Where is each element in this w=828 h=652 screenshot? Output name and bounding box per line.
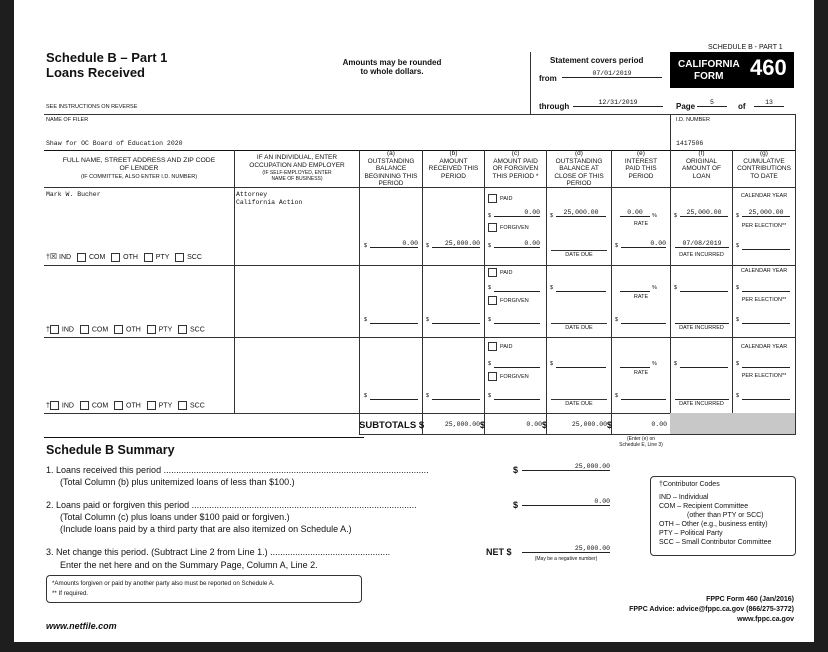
column-d-header: (d) OUTSTANDING BALANCE AT CLOSE OF THIS PERIOD bbox=[554, 150, 604, 187]
com-label: COM bbox=[91, 326, 109, 334]
paid-label: PAID bbox=[500, 195, 513, 202]
per-election-field[interactable] bbox=[742, 249, 790, 250]
calendar-year-field[interactable] bbox=[742, 367, 790, 368]
column-d-field[interactable] bbox=[556, 367, 606, 368]
forgiven-checkbox[interactable] bbox=[488, 372, 497, 381]
com-checkbox[interactable] bbox=[80, 401, 89, 410]
form-subtitle: Loans Received bbox=[46, 65, 145, 80]
dollar-sign: $ bbox=[736, 213, 740, 219]
lender-column-note: (IF COMMITTEE, ALSO ENTER I.D. NUMBER) bbox=[80, 174, 198, 180]
rate-label: RATE bbox=[633, 221, 649, 227]
total-pages-field[interactable]: 13 bbox=[754, 99, 784, 107]
summary-line-2-note-2: (Include loans paid by a third party that are also itemized on Schedule A.) bbox=[60, 524, 352, 534]
per-election-field[interactable] bbox=[742, 323, 790, 324]
dollar-sign: $ bbox=[736, 361, 740, 367]
page-number-field[interactable]: 5 bbox=[697, 99, 727, 107]
dollar-sign: $ bbox=[426, 317, 430, 323]
summary-line-2: 2. Loans paid or forgiven this period .......................................................................................... bbox=[46, 500, 417, 510]
name-of-filer-label: NAME OF FILER bbox=[46, 117, 89, 123]
column-a-value[interactable]: 0.00 bbox=[370, 240, 418, 248]
interest-rate-field[interactable] bbox=[620, 291, 650, 292]
forgiven-checkbox-group bbox=[488, 223, 529, 232]
dollar-sign: $ bbox=[550, 285, 554, 291]
forgiven-label: FORGIVEN bbox=[500, 224, 529, 231]
com-checkbox[interactable] bbox=[77, 253, 86, 262]
pty-checkbox[interactable] bbox=[147, 401, 156, 410]
dollar-sign: $ bbox=[488, 285, 492, 291]
calendar-year-label: CALENDAR YEAR bbox=[740, 193, 788, 199]
page-label: Page bbox=[676, 102, 696, 111]
dollar-sign: $ bbox=[550, 361, 554, 367]
column-e-field[interactable] bbox=[621, 323, 666, 324]
forgiven-checkbox[interactable] bbox=[488, 296, 497, 305]
per-election-label: PER ELECTION** bbox=[741, 297, 787, 303]
summary-line-1-note: (Total Column (b) plus unitemized loans of less than $100.) bbox=[60, 477, 295, 487]
ind-label: IND bbox=[59, 254, 72, 261]
dollar-sign: $ bbox=[736, 393, 740, 399]
date-due-label: DATE DUE bbox=[565, 325, 593, 331]
ind-label: IND bbox=[61, 326, 74, 334]
fppc-advice: FPPC Advice: advice@fppc.ca.gov (866/275-3772) bbox=[629, 606, 794, 613]
column-c-header: (c) AMOUNT PAID OR FORGIVEN THIS PERIOD * bbox=[492, 150, 539, 180]
contributor-codes-box bbox=[650, 476, 796, 556]
form-identifier: FPPC Form 460 (Jan/2016) bbox=[706, 596, 794, 603]
paid-amount-field[interactable] bbox=[494, 291, 540, 292]
dollar-sign: $ bbox=[674, 213, 678, 219]
see-instructions: SEE INSTRUCTIONS ON REVERSE bbox=[46, 104, 138, 110]
occupation-column-header: IF AN INDIVIDUAL, ENTER OCCUPATION AND EMPLOYER bbox=[249, 154, 345, 169]
dollar-sign: $ bbox=[513, 465, 519, 475]
date-incurred-label: DATE INCURRED bbox=[679, 252, 724, 258]
column-f-header: (f) ORIGINAL AMOUNT OF LOAN bbox=[682, 150, 721, 180]
lender-column-header: FULL NAME, STREET ADDRESS AND ZIP CODE OF LENDER bbox=[62, 157, 216, 172]
column-b-field[interactable] bbox=[432, 323, 480, 324]
column-a-field[interactable] bbox=[370, 323, 418, 324]
oth-label: OTH bbox=[126, 326, 141, 334]
pty-checkbox[interactable] bbox=[144, 253, 153, 262]
divider bbox=[530, 52, 531, 115]
dollar-sign: $ bbox=[426, 393, 430, 399]
forgiven-checkbox-group bbox=[488, 296, 529, 305]
calendar-year-field[interactable]: 25,000.00 bbox=[742, 209, 790, 217]
paid-amount-field[interactable] bbox=[494, 367, 540, 368]
dollar-sign: $ bbox=[488, 317, 492, 323]
paid-checkbox-group bbox=[488, 342, 512, 351]
column-c-field[interactable] bbox=[494, 323, 540, 324]
dollar-sign: $ bbox=[513, 500, 519, 510]
column-b-value[interactable]: 25,000.00 bbox=[432, 240, 480, 248]
code-com: COM – Recipient Committee bbox=[659, 503, 749, 510]
dollar-sign: $ bbox=[615, 317, 619, 323]
paid-label: PAID bbox=[500, 343, 513, 350]
paid-label: PAID bbox=[500, 269, 513, 276]
column-b-header: (b) AMOUNT RECEIVED THIS PERIOD bbox=[428, 150, 479, 180]
ind-checkbox[interactable] bbox=[50, 401, 59, 410]
pty-label: PTY bbox=[158, 326, 173, 334]
scc-label: SCC bbox=[189, 402, 205, 410]
forgiven-checkbox-group bbox=[488, 372, 529, 381]
subtotals-label: SUBTOTALS $ bbox=[359, 420, 425, 431]
california-form-badge bbox=[670, 52, 794, 88]
codes-title: †Contributor Codes bbox=[659, 481, 720, 488]
code-scc: SCC – Small Contributor Committee bbox=[659, 539, 772, 546]
column-a-field[interactable] bbox=[370, 399, 418, 400]
shaded-cell bbox=[670, 413, 795, 434]
form-number: 460 bbox=[750, 55, 787, 80]
summary-line-2-note: (Total Column (c) plus loans under $100 paid or forgiven.) bbox=[60, 512, 290, 522]
occupation-column-note: (IF SELF-EMPLOYED, ENTER NAME OF BUSINESS) bbox=[262, 170, 332, 182]
dollar-sign: $ bbox=[426, 243, 430, 249]
form-title: Schedule B – Part 1 bbox=[46, 50, 168, 65]
date-incurred-label: DATE INCURRED bbox=[679, 401, 724, 407]
california-label: CALIFORNIA bbox=[678, 59, 740, 70]
code-ind: IND – Individual bbox=[659, 494, 709, 501]
dollar-sign: $ bbox=[674, 285, 678, 291]
summary-line-1: 1. Loans received this period .......................................................................................................... bbox=[46, 465, 429, 475]
column-d-value[interactable]: 25,000.00 bbox=[556, 209, 606, 217]
column-c-value[interactable]: 0.00 bbox=[494, 240, 540, 248]
dollar-sign: $ bbox=[736, 317, 740, 323]
scc-checkbox[interactable] bbox=[178, 325, 187, 334]
subtotal-c[interactable]: 0.00 bbox=[526, 421, 542, 428]
dollar-sign: $ bbox=[615, 393, 619, 399]
com-label: COM bbox=[88, 254, 106, 261]
oth-checkbox[interactable] bbox=[111, 253, 120, 262]
dollar-sign: $ bbox=[550, 213, 554, 219]
statement-period-label: Statement covers period bbox=[550, 56, 644, 65]
interest-rate-field[interactable]: 0.00 bbox=[620, 209, 650, 217]
paid-checkbox[interactable] bbox=[488, 342, 497, 351]
column-a-header: (a) OUTSTANDING BALANCE BEGINNING THIS PERIOD bbox=[364, 150, 418, 187]
summary-line-3-note: Enter the net here and on the Summary Page, Column A, Line 2. bbox=[60, 560, 318, 570]
oth-checkbox[interactable] bbox=[114, 325, 123, 334]
original-amount-field[interactable] bbox=[680, 291, 728, 292]
net-label: NET $ bbox=[486, 547, 512, 557]
original-amount-field[interactable]: 25,000.00 bbox=[680, 209, 728, 217]
enter-e-note: (Enter (e) on Schedule E, Line 3) bbox=[619, 436, 663, 448]
pty-label: PTY bbox=[158, 402, 173, 410]
pty-checkbox[interactable] bbox=[147, 325, 156, 334]
calendar-year-label: CALENDAR YEAR bbox=[740, 344, 788, 350]
percent-sign: % bbox=[652, 285, 657, 291]
footnote-1: *Amounts forgiven or paid by another party also must be reported on Schedule A. bbox=[52, 580, 275, 587]
through-date-field[interactable]: 12/31/2019 bbox=[573, 99, 663, 107]
from-date-field[interactable]: 07/01/2019 bbox=[562, 70, 662, 78]
column-e-value[interactable]: 0.00 bbox=[621, 240, 666, 248]
percent-sign: % bbox=[652, 213, 657, 219]
netfile-link[interactable]: www.netfile.com bbox=[46, 621, 117, 631]
id-number-field[interactable]: 1417506 bbox=[676, 140, 704, 147]
date-due-label: DATE DUE bbox=[565, 252, 593, 258]
subtotal-d[interactable]: 25,000.00 bbox=[571, 421, 607, 428]
column-c-field[interactable] bbox=[494, 399, 540, 400]
dollar-sign: $ bbox=[488, 393, 492, 399]
rate-label: RATE bbox=[633, 370, 649, 376]
dollar-sign: $ bbox=[488, 213, 492, 219]
dagger-mark: † bbox=[46, 254, 50, 261]
forgiven-label: FORGIVEN bbox=[500, 297, 529, 304]
paid-checkbox-group bbox=[488, 194, 512, 203]
contributor-code-group bbox=[46, 252, 202, 262]
dollar-sign: $ bbox=[674, 361, 678, 367]
summary-line-1-value[interactable]: 25,000.00 bbox=[522, 463, 610, 471]
original-amount-field[interactable] bbox=[680, 367, 728, 368]
summary-line-3-value[interactable]: 25,000.00 bbox=[522, 545, 610, 553]
footnote-2: ** If required. bbox=[52, 590, 89, 597]
dollar-sign: $ bbox=[364, 393, 368, 399]
summary-line-2-value[interactable]: 0.00 bbox=[522, 498, 610, 506]
ind-checkbox[interactable] bbox=[50, 325, 59, 334]
form-label: FORM bbox=[694, 71, 724, 82]
dollar-sign: $ bbox=[736, 243, 740, 249]
fppc-website[interactable]: www.fppc.ca.gov bbox=[737, 616, 794, 623]
id-number-label: I.D. NUMBER bbox=[676, 117, 710, 123]
dollar-sign: $ bbox=[542, 420, 548, 430]
summary-line-3: 3. Net change this period. (Subtract Line 2 from Line 1.) ................................................ bbox=[46, 547, 391, 557]
dollar-sign: $ bbox=[488, 361, 492, 367]
dollar-sign: $ bbox=[364, 243, 368, 249]
form-page bbox=[14, 0, 814, 642]
scc-label: SCC bbox=[187, 254, 202, 261]
contributor-code-group bbox=[46, 325, 205, 334]
contributor-code-group bbox=[46, 401, 205, 410]
per-election-label: PER ELECTION** bbox=[741, 223, 787, 229]
interest-rate-field[interactable] bbox=[620, 367, 650, 368]
column-e-header: (e) INTEREST PAID THIS PERIOD bbox=[624, 150, 658, 180]
paid-checkbox[interactable] bbox=[488, 194, 497, 203]
column-b-field[interactable] bbox=[432, 399, 480, 400]
date-incurred-field[interactable] bbox=[675, 399, 729, 400]
forgiven-label: FORGIVEN bbox=[500, 373, 529, 380]
date-incurred-field[interactable]: 07/08/2019 bbox=[675, 240, 729, 248]
occupation-field[interactable]: Attorney California Action bbox=[236, 191, 303, 206]
scc-label: SCC bbox=[189, 326, 205, 334]
dollar-sign: $ bbox=[607, 420, 613, 430]
of-label: of bbox=[738, 102, 746, 111]
paid-amount-field[interactable]: 0.00 bbox=[494, 209, 540, 217]
code-pty: PTY – Political Party bbox=[659, 530, 723, 537]
dollar-sign: $ bbox=[615, 243, 619, 249]
scc-checkbox[interactable] bbox=[178, 401, 187, 410]
schedule-part-label: SCHEDULE B - PART 1 bbox=[708, 44, 783, 51]
dollar-sign: $ bbox=[488, 243, 492, 249]
date-incurred-field[interactable] bbox=[675, 323, 729, 324]
paid-checkbox-group bbox=[488, 268, 512, 277]
oth-checkbox[interactable] bbox=[114, 401, 123, 410]
rounded-note: Amounts may be rounded to whole dollars. bbox=[342, 58, 442, 76]
dollar-sign: $ bbox=[736, 285, 740, 291]
dagger-mark: † bbox=[46, 326, 50, 334]
column-e-field[interactable] bbox=[621, 399, 666, 400]
com-checkbox[interactable] bbox=[80, 325, 89, 334]
forgiven-checkbox[interactable] bbox=[488, 223, 497, 232]
summary-title: Schedule B Summary bbox=[46, 443, 175, 457]
rate-label: RATE bbox=[633, 294, 649, 300]
dagger-mark: † bbox=[46, 402, 50, 410]
subtotal-e[interactable]: 0.00 bbox=[651, 421, 667, 428]
com-label: COM bbox=[91, 402, 109, 410]
through-label: through bbox=[539, 102, 570, 111]
calendar-year-label: CALENDAR YEAR bbox=[740, 268, 788, 274]
dollar-sign: $ bbox=[480, 420, 486, 430]
dollar-sign: $ bbox=[364, 317, 368, 323]
pty-label: PTY bbox=[155, 254, 170, 261]
calendar-year-field[interactable] bbox=[742, 291, 790, 292]
code-oth: OTH – Other (e.g., business entity) bbox=[659, 521, 768, 528]
subtotal-b[interactable]: 25,000.00 bbox=[444, 421, 480, 428]
oth-label: OTH bbox=[123, 254, 138, 261]
negative-note: (May be a negative number) bbox=[534, 556, 598, 562]
lender-name-field[interactable]: Mark W. Bucher bbox=[46, 191, 101, 198]
date-incurred-label: DATE INCURRED bbox=[679, 325, 724, 331]
oth-label: OTH bbox=[126, 402, 141, 410]
from-label: from bbox=[539, 74, 557, 83]
ind-label: IND bbox=[61, 402, 74, 410]
code-com-note: (other than PTY or SCC) bbox=[687, 512, 764, 519]
filer-name-field[interactable]: Shaw for OC Board of Education 2020 bbox=[46, 140, 183, 147]
per-election-label: PER ELECTION** bbox=[741, 373, 787, 379]
footnote-box bbox=[46, 575, 362, 603]
column-d-field[interactable] bbox=[556, 291, 606, 292]
paid-checkbox[interactable] bbox=[488, 268, 497, 277]
column-g-header: (g) CUMULATIVE CONTRIBUTIONS TO DATE bbox=[737, 150, 791, 180]
date-due-label: DATE DUE bbox=[565, 401, 593, 407]
scc-checkbox[interactable] bbox=[175, 253, 184, 262]
percent-sign: % bbox=[652, 361, 657, 367]
ind-checkbox[interactable]: ☒ bbox=[49, 252, 58, 261]
per-election-field[interactable] bbox=[742, 399, 790, 400]
